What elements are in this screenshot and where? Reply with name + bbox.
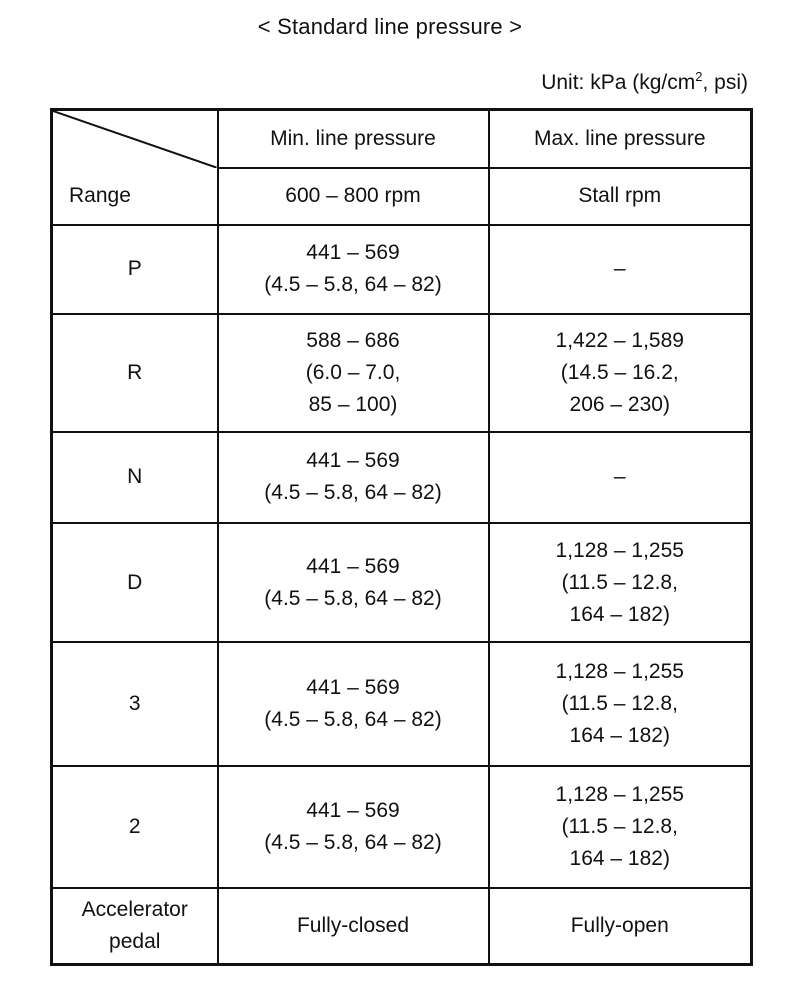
header-corner-cell	[52, 110, 218, 168]
max-pressure-cell-line: 206 – 230)	[569, 392, 670, 416]
max-pressure-cell-line: 1,128 – 1,255	[555, 538, 684, 562]
page-title: < Standard line pressure >	[257, 14, 523, 39]
unit-note	[541, 69, 748, 95]
min-pressure-cell-line: (4.5 – 5.8, 64 – 82)	[264, 708, 442, 732]
accelerator-max-cell: Fully-open	[489, 888, 752, 965]
min-pressure-cell-line: (4.5 – 5.8, 64 – 82)	[264, 481, 442, 505]
header-row-conditions	[52, 168, 752, 225]
min-pressure-cell	[218, 314, 489, 431]
max-pressure-cell	[489, 523, 752, 642]
min-pressure-cell	[218, 766, 489, 888]
min-pressure-cell-line: (4.5 – 5.8, 64 – 82)	[264, 586, 442, 610]
accelerator-label-cell	[52, 888, 218, 965]
range-cell: P	[52, 225, 218, 315]
accelerator-label-cell-line: pedal	[109, 930, 161, 953]
min-pressure-cell	[218, 225, 489, 315]
min-pressure-cell-line: 441 – 569	[306, 676, 400, 700]
max-pressure-cell-line: 1,128 – 1,255	[555, 660, 684, 684]
max-condition-header: Stall rpm	[489, 168, 752, 225]
max-pressure-cell	[489, 642, 752, 765]
min-pressure-header: Min. line pressure	[218, 110, 489, 168]
min-pressure-cell-line: 441 – 569	[306, 798, 400, 822]
max-pressure-cell	[489, 314, 752, 431]
range-header: Range	[52, 168, 218, 225]
min-condition-header: 600 – 800 rpm	[218, 168, 489, 225]
table-row	[52, 432, 752, 524]
max-pressure-cell	[489, 766, 752, 888]
min-pressure-cell	[218, 432, 489, 524]
min-pressure-cell-line: 588 – 686	[306, 328, 400, 352]
range-cell: 3	[52, 642, 218, 765]
range-cell: N	[52, 432, 218, 524]
max-pressure-cell	[489, 432, 752, 524]
max-pressure-cell-line: (14.5 – 16.2,	[560, 360, 679, 384]
max-pressure-cell-line: 164 – 182)	[569, 846, 670, 870]
table-row	[52, 766, 752, 888]
min-pressure-cell	[218, 523, 489, 642]
max-pressure-cell-line: –	[613, 257, 626, 281]
range-cell: 2	[52, 766, 218, 888]
min-pressure-cell-line: (4.5 – 5.8, 64 – 82)	[264, 273, 442, 297]
header-row-labels	[52, 110, 752, 168]
min-pressure-cell	[218, 642, 489, 765]
accelerator-label-cell-line: Accelerator	[81, 898, 188, 921]
min-pressure-cell-line: (4.5 – 5.8, 64 – 82)	[264, 830, 442, 854]
table-row	[52, 314, 752, 431]
max-pressure-cell-line: (11.5 – 12.8,	[561, 570, 678, 594]
max-pressure-header: Max. line pressure	[489, 110, 752, 168]
max-pressure-cell-line: 1,128 – 1,255	[555, 782, 684, 806]
max-pressure-cell	[489, 225, 752, 315]
max-pressure-cell-line: (11.5 – 12.8,	[561, 814, 678, 838]
table-row	[52, 523, 752, 642]
table-row	[52, 642, 752, 765]
max-pressure-cell-line: 164 – 182)	[569, 602, 670, 626]
min-pressure-cell-line: 441 – 569	[306, 554, 400, 578]
min-pressure-cell-line: 441 – 569	[306, 449, 400, 473]
min-pressure-cell-line: (6.0 – 7.0,	[305, 360, 401, 384]
unit-text: Unit: kPa (kg/cm	[541, 71, 696, 94]
unit-superscript: 2	[695, 69, 703, 84]
max-pressure-cell-line: 164 – 182)	[569, 724, 670, 748]
max-pressure-cell-line: 1,422 – 1,589	[555, 328, 684, 352]
min-pressure-cell-line: 85 – 100)	[308, 392, 398, 416]
header-diagonal-line	[53, 111, 217, 168]
line-pressure-table	[50, 108, 753, 966]
max-pressure-cell-line: (11.5 – 12.8,	[561, 692, 678, 716]
range-cell: D	[52, 523, 218, 642]
table-row	[52, 225, 752, 315]
accelerator-row	[52, 888, 752, 965]
accelerator-min-cell: Fully-closed	[218, 888, 489, 965]
unit-tail: , psi)	[702, 71, 748, 94]
min-pressure-cell-line: 441 – 569	[306, 241, 400, 265]
range-cell: R	[52, 314, 218, 431]
max-pressure-cell-line: –	[613, 465, 626, 489]
